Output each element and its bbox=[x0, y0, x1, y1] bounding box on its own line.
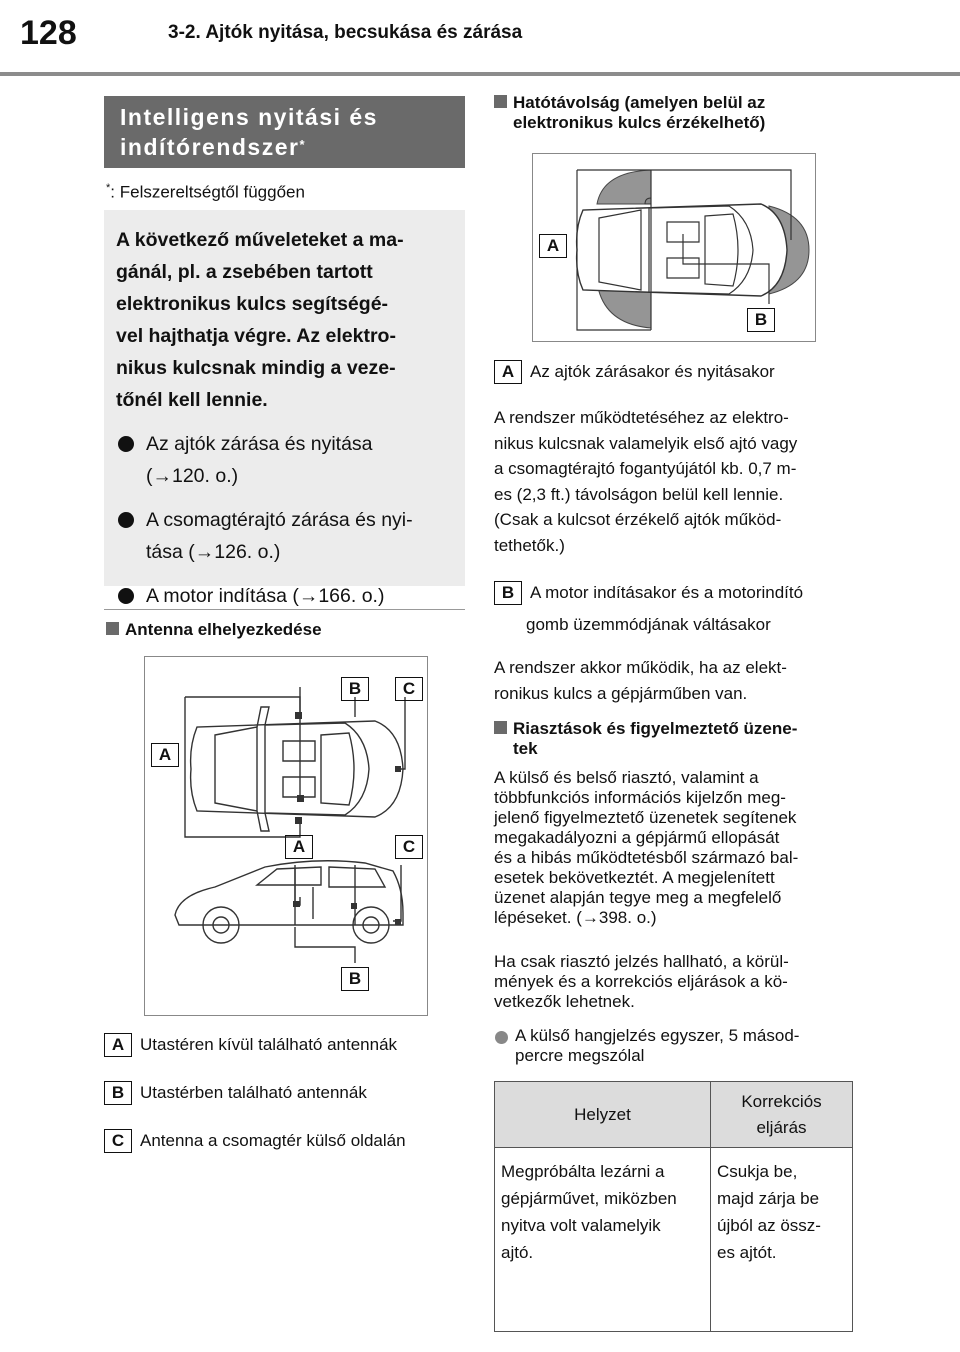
legend-tag: B bbox=[494, 581, 522, 605]
table-header-fix: Korrekciós eljárás bbox=[711, 1082, 853, 1148]
section-divider bbox=[104, 609, 465, 610]
footnote-mark: * bbox=[299, 137, 307, 152]
range-fig-label-b: B bbox=[747, 308, 775, 332]
alarms-heading: Riasztások és figyelmeztető üzene- tek bbox=[494, 719, 797, 759]
page-number: 128 bbox=[20, 14, 77, 52]
legend-tag: A bbox=[104, 1033, 132, 1057]
table-header-row bbox=[495, 1082, 853, 1148]
bullet-dot-icon bbox=[118, 512, 134, 528]
square-bullet-icon bbox=[494, 95, 507, 108]
situation-table bbox=[494, 1081, 853, 1332]
header-rule bbox=[0, 72, 960, 76]
alarms-circle-item: A külső hangjelzés egyszer, 5 másod- percre megszólal bbox=[515, 1026, 800, 1065]
section-header-title: 3-2. Ajtók nyitása, becsukása és zárása bbox=[168, 22, 523, 43]
section-title-box bbox=[104, 96, 465, 168]
bullet-item: Az ajtók zárása és nyitása (→120. o.) bbox=[116, 428, 453, 492]
antenna-figure bbox=[144, 656, 428, 1016]
legend-tag: C bbox=[104, 1129, 132, 1153]
fig-label-a-top: A bbox=[151, 743, 179, 767]
alarms-paragraph-2: Ha csak riasztó jelzés hallható, a körül- mények és a korrekciós eljárások a kö- vetkezők lehetnek. bbox=[494, 952, 789, 1011]
range-paragraph-a: A rendszer működtetéséhez az elektro- nikus kulcsnak valamelyik első ajtó vagy a csomagtérajtó fogantyújától kb. 0,7 m- es (2,3 ft.) távolságon belül kell lennie. (Csak a kulcsot érzékelő ajtók működ- tethetők.) bbox=[494, 408, 798, 555]
range-heading: Hatótávolság (amelyen belül az elektronikus kulcs érzékelhető) bbox=[494, 93, 765, 133]
alarms-paragraph-1: A külső és belső riasztó, valamint a többfunkciós információs kijelzőn meg- jelenő figyelmeztető üzenetek segítenek megakadályozni a gépjármű ellopását és a hibás működtetésből származó bal- esetek bekövetkeztét. A megjelenített üzenet alapján tegye meg a megfelelő lépéseket. (→398. o.) bbox=[494, 768, 799, 927]
intro-box bbox=[104, 210, 465, 607]
legend-item-c: C Antenna a csomagtér külső oldalán bbox=[104, 1129, 406, 1153]
bullet-item: A csomagtérajtó zárása és nyi- tása (→126. o.) bbox=[116, 504, 453, 568]
fig-label-c-top: C bbox=[395, 677, 423, 701]
table-cell-fix: Csukja be, majd zárja be újból az össz- es ajtót. bbox=[711, 1148, 853, 1332]
table-header-situation: Helyzet bbox=[495, 1082, 711, 1148]
range-item-b: B A motor indításakor és a motorindító gomb üzemmódjának váltásakor bbox=[494, 577, 803, 641]
legend-item-b: B Utastérben található antennák bbox=[104, 1081, 367, 1105]
circle-bullet-icon bbox=[495, 1031, 508, 1044]
section-title-line1: Intelligens nyitási és bbox=[120, 104, 378, 130]
bullet-item: A motor indítása (→166. o.) bbox=[116, 580, 453, 612]
bullet-dot-icon bbox=[118, 588, 134, 604]
antenna-heading: Antenna elhelyezkedése bbox=[106, 620, 322, 640]
range-paragraph-b: A rendszer akkor működik, ha az elekt- ronikus kulcs a gépjárműben van. bbox=[494, 658, 787, 703]
range-item-a: A Az ajtók zárásakor és nyitásakor bbox=[494, 360, 775, 384]
range-fig-label-a: A bbox=[539, 234, 567, 258]
fig-label-b-side: B bbox=[341, 967, 369, 991]
fig-label-c-side: C bbox=[395, 835, 423, 859]
range-figure bbox=[532, 153, 816, 342]
fig-label-a-side: A bbox=[285, 835, 313, 859]
legend-item-a: A Utastéren kívül található antennák bbox=[104, 1033, 397, 1057]
legend-tag: A bbox=[494, 360, 522, 384]
table-cell-situation: Megpróbálta lezárni a gépjárművet, miközben nyitva volt valamelyik ajtó. bbox=[495, 1148, 711, 1332]
section-title-line2: indítórendszer* bbox=[120, 134, 307, 160]
intro-text: A következő műveleteket a ma- gánál, pl. a zsebében tartott elektronikus kulcs segítségé- vel hajthatja végre. Az elektro- nikus kulcsnak mindig a veze- tőnél kell lennie. bbox=[116, 229, 404, 411]
legend-tag: B bbox=[104, 1081, 132, 1105]
footnote: *: Felszereltségtől függően bbox=[106, 182, 305, 202]
square-bullet-icon bbox=[106, 622, 119, 635]
bullet-dot-icon bbox=[118, 436, 134, 452]
square-bullet-icon bbox=[494, 721, 507, 734]
fig-label-b-top: B bbox=[341, 677, 369, 701]
table-row bbox=[495, 1148, 853, 1332]
